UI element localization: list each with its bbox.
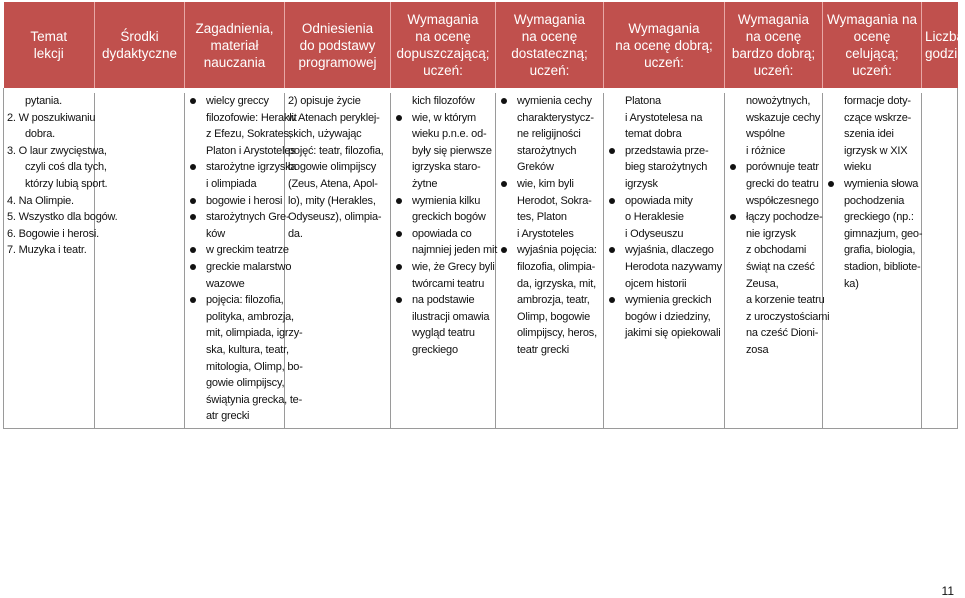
text-line: igrzysk — [625, 177, 658, 190]
column-header-line: uczeń: — [529, 63, 570, 78]
text-line: zosa — [746, 343, 769, 356]
bullet-item: porównuje teatr — [728, 159, 819, 176]
column-header-line: Wymagania — [513, 12, 586, 27]
text-line: formacje doty- — [844, 95, 911, 107]
bullet-item: bogowie i herosi — [188, 193, 281, 210]
column-header-6 — [496, 2, 604, 88]
text-line: grecki do teatru — [746, 177, 819, 190]
content-cell-9 — [823, 93, 922, 429]
bullet-item: wymienia cechy — [499, 93, 600, 110]
column-header-line: godzin — [925, 46, 965, 61]
text-line: da, igrzyska, mit, — [517, 277, 596, 290]
bullet-item: w greckim teatrze — [188, 242, 281, 259]
text-line: polityka, ambrozja, — [206, 310, 294, 323]
column-header-5 — [391, 2, 496, 88]
column-header-line: Wymagania — [737, 12, 810, 27]
content-cell-2 — [95, 93, 185, 429]
text-line: z obchodami — [746, 244, 807, 257]
text-line: współczesnego — [746, 194, 819, 207]
bullet-item: wielcy greccy — [188, 93, 281, 110]
text-line: skich, używając — [288, 128, 362, 141]
column-header-8 — [725, 2, 823, 88]
bullet-item: na podstawie — [394, 292, 492, 309]
text-line: filozofia, olimpia- — [517, 260, 596, 273]
content-row — [4, 93, 958, 429]
text-line: gowie olimpijscy, — [206, 377, 285, 390]
bullet-item: opowiada co — [394, 226, 492, 243]
column-header-line: na ocenę — [521, 29, 578, 44]
text-line: i olimpiada — [206, 177, 257, 190]
text-line: jakimi się opiekowali — [625, 327, 721, 340]
text-line: ojcem historii — [625, 277, 687, 290]
text-line: igrzysk w XIX — [844, 144, 908, 157]
text-line: ków — [206, 227, 225, 240]
text-line: lo), mity (Herakles, — [288, 194, 376, 207]
content-cell-5 — [391, 93, 496, 429]
text-line: 5. Wszystko dla bogów. — [7, 211, 118, 224]
content-cell-10 — [922, 93, 958, 429]
text-line: dobra. — [25, 128, 55, 141]
column-header-line: Odniesienia — [301, 20, 374, 36]
text-line: na cześć Dioni- — [746, 327, 819, 340]
text-line: greckiego (np.: — [844, 211, 914, 224]
column-header-line: uczeń: — [644, 54, 684, 70]
text-line: wazowe — [206, 277, 245, 290]
text-line: świątynia grecka, te- — [206, 393, 303, 406]
bullet-item: greckie malarstwo — [188, 259, 281, 276]
text-line: Odyseusz), olimpia- — [288, 211, 382, 224]
text-line: wskazuje cechy — [746, 111, 821, 124]
content-cell-7 — [604, 93, 725, 429]
text-line: wygląd teatru — [412, 327, 475, 340]
text-line: wieku — [844, 161, 872, 174]
text-line: temat dobra — [625, 128, 682, 141]
column-header-line: dopuszczającą; — [396, 46, 490, 61]
text-line: gimnazjum, geo- — [844, 227, 923, 240]
column-header-9 — [823, 2, 922, 88]
text-line: atr grecki — [206, 410, 250, 423]
column-header-4 — [285, 2, 391, 88]
text-line: tes, Platon — [517, 211, 567, 224]
bullet-item: wyjaśnia, dlaczego — [607, 242, 721, 259]
text-line: starożytnych — [517, 144, 577, 157]
text-line: mitologia, Olimp, bo- — [206, 360, 303, 373]
text-line: czyli coś dla tych, — [25, 161, 107, 174]
column-header-line: Temat — [30, 29, 68, 44]
column-header-line: programowej — [298, 54, 377, 70]
bullet-item: starożytne igrzyska — [188, 159, 281, 176]
text-line: 7. Muzyka i teatr. — [7, 244, 87, 257]
column-header-line: dostateczną; — [511, 46, 588, 61]
bullet-item: pojęcia: filozofia, — [188, 292, 281, 309]
text-line: greckiego — [412, 343, 458, 356]
text-line: Herodota nazywamy — [625, 260, 722, 273]
column-header-7 — [604, 2, 725, 88]
text-line: bogowie olimpijscy — [288, 161, 377, 174]
text-line: Greków — [517, 161, 554, 174]
column-header-line: lekcji — [33, 46, 64, 61]
column-header-line: Liczba — [925, 29, 965, 44]
text-line: świąt na cześć — [746, 260, 815, 273]
column-header-line: uczeń: — [753, 63, 794, 78]
column-header-line: Wymagania — [407, 12, 479, 27]
text-line: filozofowie: Heraklit — [206, 111, 297, 124]
text-line: z uroczystościami — [746, 310, 830, 323]
text-line: najmniej jeden mit — [412, 244, 498, 257]
column-header-line: do podstawy — [299, 37, 376, 53]
text-line: i różnice — [746, 144, 786, 157]
column-header-1 — [4, 2, 95, 88]
column-header-line: Wymagania na — [827, 12, 917, 27]
column-header-line: na ocenę dobrą; — [615, 37, 713, 53]
text-line: twórcami teatru — [412, 277, 485, 290]
text-line: którzy lubią sport. — [25, 177, 108, 190]
text-line: 2) opisuje życie — [288, 95, 361, 107]
bullet-item: wymienia greckich — [607, 292, 721, 309]
column-header-line: Środki — [120, 29, 159, 44]
text-line: igrzyska staro- — [412, 161, 481, 174]
text-line: teatr grecki — [517, 343, 570, 356]
text-line: mit, olimpiada, igrzy- — [206, 327, 303, 340]
bullet-item: starożytnych Gre- — [188, 209, 281, 226]
bullet-item: łączy pochodze- — [728, 209, 819, 226]
text-line: w Atenach peryklej- — [288, 111, 380, 124]
text-line: charakterystycz- — [517, 111, 594, 124]
bullet-item: wymienia słowa — [826, 176, 918, 193]
bullet-item: wyjaśnia pojęcia: — [499, 242, 600, 259]
text-line: bogów i dziedziny, — [625, 310, 711, 323]
column-header-3 — [185, 2, 285, 88]
text-line: ilustracji omawia — [412, 310, 490, 323]
text-line: pytania. — [25, 95, 62, 107]
text-line: ambrozja, teatr, — [517, 294, 590, 307]
text-line: wieku p.n.e. od- — [412, 128, 487, 141]
bullet-item: wie, że Grecy byli — [394, 259, 492, 276]
column-header-10 — [922, 2, 965, 88]
text-line: 3. O laur zwycięstwa, — [7, 144, 107, 157]
text-line: pojęć: teatr, filozofia, — [288, 144, 384, 157]
content-cell-1 — [4, 93, 118, 429]
text-line: wspólne — [746, 128, 785, 141]
text-line: Zeusa, — [746, 277, 779, 290]
text-line: a korzenie teatru — [746, 294, 825, 307]
text-line: 2. W poszukiwaniu — [7, 111, 96, 124]
text-line: Platon i Arystoteles — [206, 144, 296, 157]
text-line: da. — [288, 227, 303, 240]
bullet-item: opowiada mity — [607, 193, 721, 210]
column-header-line: dydaktyczne — [101, 46, 178, 61]
text-line: były się pierwsze — [412, 144, 492, 157]
column-header-line: ocenę celującą; — [845, 29, 899, 61]
text-line: 4. Na Olimpie. — [7, 194, 74, 207]
text-line: Herodot, Sokra- — [517, 194, 592, 207]
column-header-line: Zagadnienia, — [195, 20, 274, 36]
text-line: ka) — [844, 277, 859, 290]
text-line: bieg starożytnych — [625, 161, 708, 174]
column-header-line: uczeń: — [423, 63, 463, 78]
text-line: olimpijscy, heros, — [517, 327, 597, 340]
text-line: grafia, biologia, — [844, 244, 916, 257]
content-cell-3 — [185, 93, 303, 429]
bullet-item: przedstawia prze- — [607, 143, 721, 160]
column-header-line: uczeń: — [852, 63, 892, 78]
content-cell-4 — [285, 93, 391, 429]
column-header-line: na ocenę — [415, 29, 471, 44]
text-line: czące wskrze- — [844, 111, 912, 124]
text-line: nowożytnych, — [746, 95, 811, 107]
text-line: ska, kultura, teatr, — [206, 343, 289, 356]
text-line: i Odyseuszu — [625, 227, 684, 240]
text-line: szenia idei — [844, 128, 894, 141]
text-line: (Zeus, Atena, Apol- — [288, 177, 378, 190]
text-line: Olimp, bogowie — [517, 310, 591, 323]
column-header-line: materiał — [210, 37, 259, 53]
lesson-plan-table — [3, 2, 965, 429]
text-line: i Arystoteles — [517, 227, 574, 240]
header-row — [4, 2, 958, 88]
column-header-2 — [95, 2, 185, 88]
page-number: 11 — [941, 584, 954, 598]
text-line: pochodzenia — [844, 194, 905, 207]
text-line: żytne — [412, 177, 438, 190]
bullet-item: wie, w którym — [394, 110, 492, 127]
bullet-item: wymienia kilku — [394, 193, 492, 210]
text-line: i Arystotelesa na — [625, 111, 703, 124]
column-header-line: bardzo dobrą; — [731, 46, 816, 61]
text-line: ne religijności — [517, 128, 581, 141]
column-header-line: nauczania — [203, 54, 266, 70]
bullet-item: wie, kim byli — [499, 176, 600, 193]
text-line: o Heraklesie — [625, 211, 684, 224]
column-header-line: na ocenę — [745, 29, 802, 44]
text-line: kich filozofów — [412, 95, 475, 107]
content-cell-8 — [725, 93, 830, 429]
text-line: 6. Bogowie i herosi. — [7, 227, 99, 240]
content-cell-6 — [496, 93, 604, 429]
text-line: stadion, bibliote- — [844, 260, 921, 273]
text-line: Platona — [625, 95, 661, 107]
column-header-line: Wymagania — [628, 20, 700, 36]
text-line: z Efezu, Sokrates, — [206, 128, 292, 141]
text-line: greckich bogów — [412, 211, 486, 224]
text-line: nie igrzysk — [746, 227, 796, 240]
